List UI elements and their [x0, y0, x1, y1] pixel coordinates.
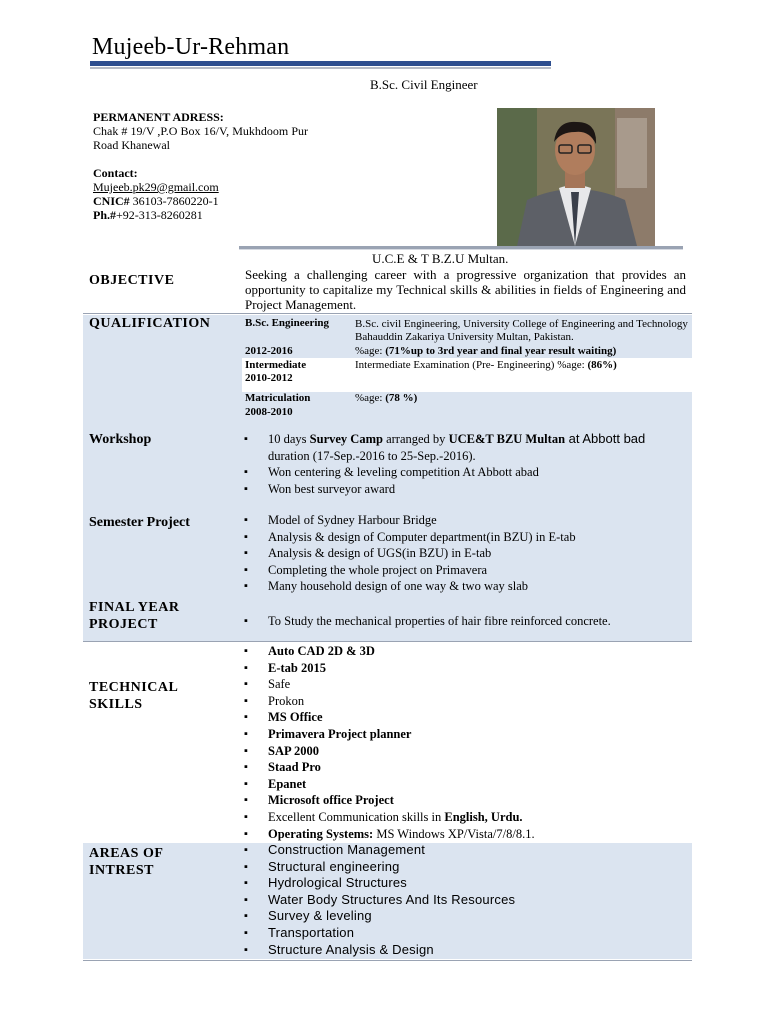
contact-heading: Contact:	[93, 166, 138, 180]
list-item: ▪ Safe	[244, 676, 690, 693]
list-item: ▪ Microsoft office Project	[244, 792, 690, 809]
areas-of-interest-list	[244, 842, 690, 958]
address-heading: PERMANENT ADRESS:	[93, 110, 224, 124]
qual-bsc-pct	[355, 345, 690, 358]
qual-matric-pct-label: %age:	[355, 392, 386, 404]
address-text: Chak # 19/V ,P.O Box 16/V, Mukhdoom Pur Road Khanewal	[93, 124, 308, 152]
list-item: ▪ Many household design of one way & two way slab	[244, 578, 690, 595]
list-item: ▪ Staad Pro	[244, 759, 690, 776]
cnic-value: 36103-7860220-1	[129, 194, 219, 208]
qualification-label: QUALIFICATION	[89, 316, 211, 331]
list-item: ▪ Primavera Project planner	[244, 726, 690, 743]
divider	[83, 960, 692, 961]
qual-inter-degree: Intermediate	[245, 359, 307, 371]
cnic	[93, 194, 219, 208]
qual-inter-pct: (86%)	[587, 359, 617, 371]
list-item: ▪ Prokon	[244, 693, 690, 710]
qual-bsc-pct-label: %age:	[355, 345, 386, 357]
candidate-name: Mujeeb-Ur-Rehman	[92, 34, 290, 60]
list-item: ▪ Won best surveyor award	[244, 481, 690, 498]
list-item: ▪ Model of Sydney Harbour Bridge	[244, 512, 690, 529]
phone-value: +92-313-8260281	[116, 208, 203, 222]
email-link[interactable]: Mujeeb.pk29@gmail.com	[93, 180, 219, 194]
list-item: ▪ Won centering & leveling competition At Abbott abad	[244, 464, 690, 481]
list-item: ▪ Hydrological Structures	[244, 875, 690, 892]
list-item: ▪ Construction Management	[244, 842, 690, 859]
person-photo-icon	[497, 108, 655, 246]
workshop-label: Workshop	[89, 432, 152, 447]
qual-bsc-years: 2012-2016	[245, 345, 293, 357]
technical-skills-label: TECHNICAL SKILLS	[89, 680, 179, 712]
list-item: ▪ Water Body Structures And Its Resources	[244, 892, 690, 909]
header-rule-shadow	[90, 67, 551, 69]
list-item: ▪ Analysis & design of Computer department(in BZU) in E-tab	[244, 529, 690, 546]
qual-matric-degree: Matriculation	[245, 392, 311, 404]
list-item: ▪ Transportation	[244, 925, 690, 942]
final-year-project-list	[244, 613, 690, 630]
list-item: ▪ E-tab 2015	[244, 660, 690, 677]
workshop-list	[244, 431, 690, 497]
cnic-label: CNIC#	[93, 194, 130, 208]
objective-text: Seeking a challenging career with a progressive organization that provides an opportunity to capitalize my Technical skills & abilities in fields of Engineering and Project Management.	[245, 267, 686, 312]
qual-matric-years: 2008-2010	[245, 406, 293, 418]
list-item: ▪ Auto CAD 2D & 3D	[244, 643, 690, 660]
list-item: ▪ Operating Systems: MS Windows XP/Vista/7/8/8.1.	[244, 826, 690, 843]
university: U.C.E & T B.Z.U Multan.	[372, 251, 509, 266]
list-item: ▪ Epanet	[244, 776, 690, 793]
list-item: ▪ Excellent Communication skills in English, Urdu.	[244, 809, 690, 826]
list-item: ▪ Survey & leveling	[244, 908, 690, 925]
semester-project-label: Semester Project	[89, 515, 190, 530]
list-item: ▪ 10 days Survey Camp arranged by UCE&T BZU Multan at Abbott bad duration (17-Sep.-2016 to 25-Sep.-2016).	[244, 431, 690, 464]
list-item: ▪ Analysis & design of UGS(in BZU) in E-tab	[244, 545, 690, 562]
qual-bsc-detail: B.Sc. civil Engineering, University College of Engineering and Technology Bahauddin Zakariya University Multan, Pakistan.	[355, 318, 688, 343]
qual-inter-detail-text: Intermediate Examination (Pre- Engineering) %age:	[355, 359, 588, 371]
job-title: B.Sc. Civil Engineer	[370, 77, 478, 92]
list-item: ▪ SAP 2000	[244, 743, 690, 760]
list-item: ▪ Structural engineering	[244, 859, 690, 876]
qual-matric-pct	[355, 392, 417, 405]
divider	[83, 641, 692, 642]
semester-project-list	[244, 512, 690, 595]
university-rule-shadow	[239, 249, 683, 250]
qual-bsc-pct-value: (71%up to 3rd year and final year result waiting)	[385, 345, 617, 357]
technical-skills-list	[244, 643, 690, 842]
final-year-project-label: FINAL YEAR PROJECT	[89, 600, 180, 632]
objective-label: OBJECTIVE	[89, 273, 175, 288]
qual-bsc-degree: B.Sc. Engineering	[245, 317, 330, 329]
qual-inter-detail	[355, 359, 690, 372]
areas-of-interest-label: AREAS OF INTREST	[89, 846, 164, 878]
list-item: ▪ Structure Analysis & Design	[244, 942, 690, 959]
divider	[83, 313, 692, 314]
qual-matric-pct-value: (78 %)	[385, 392, 418, 404]
phone	[93, 208, 203, 222]
phone-label: Ph.#	[93, 208, 117, 222]
header-rule	[90, 61, 551, 66]
qual-inter-years: 2010-2012	[245, 372, 293, 384]
list-item: ▪ To Study the mechanical properties of hair fibre reinforced concrete.	[244, 613, 690, 630]
list-item: ▪ Completing the whole project on Primavera	[244, 562, 690, 579]
list-item: ▪ MS Office	[244, 709, 690, 726]
